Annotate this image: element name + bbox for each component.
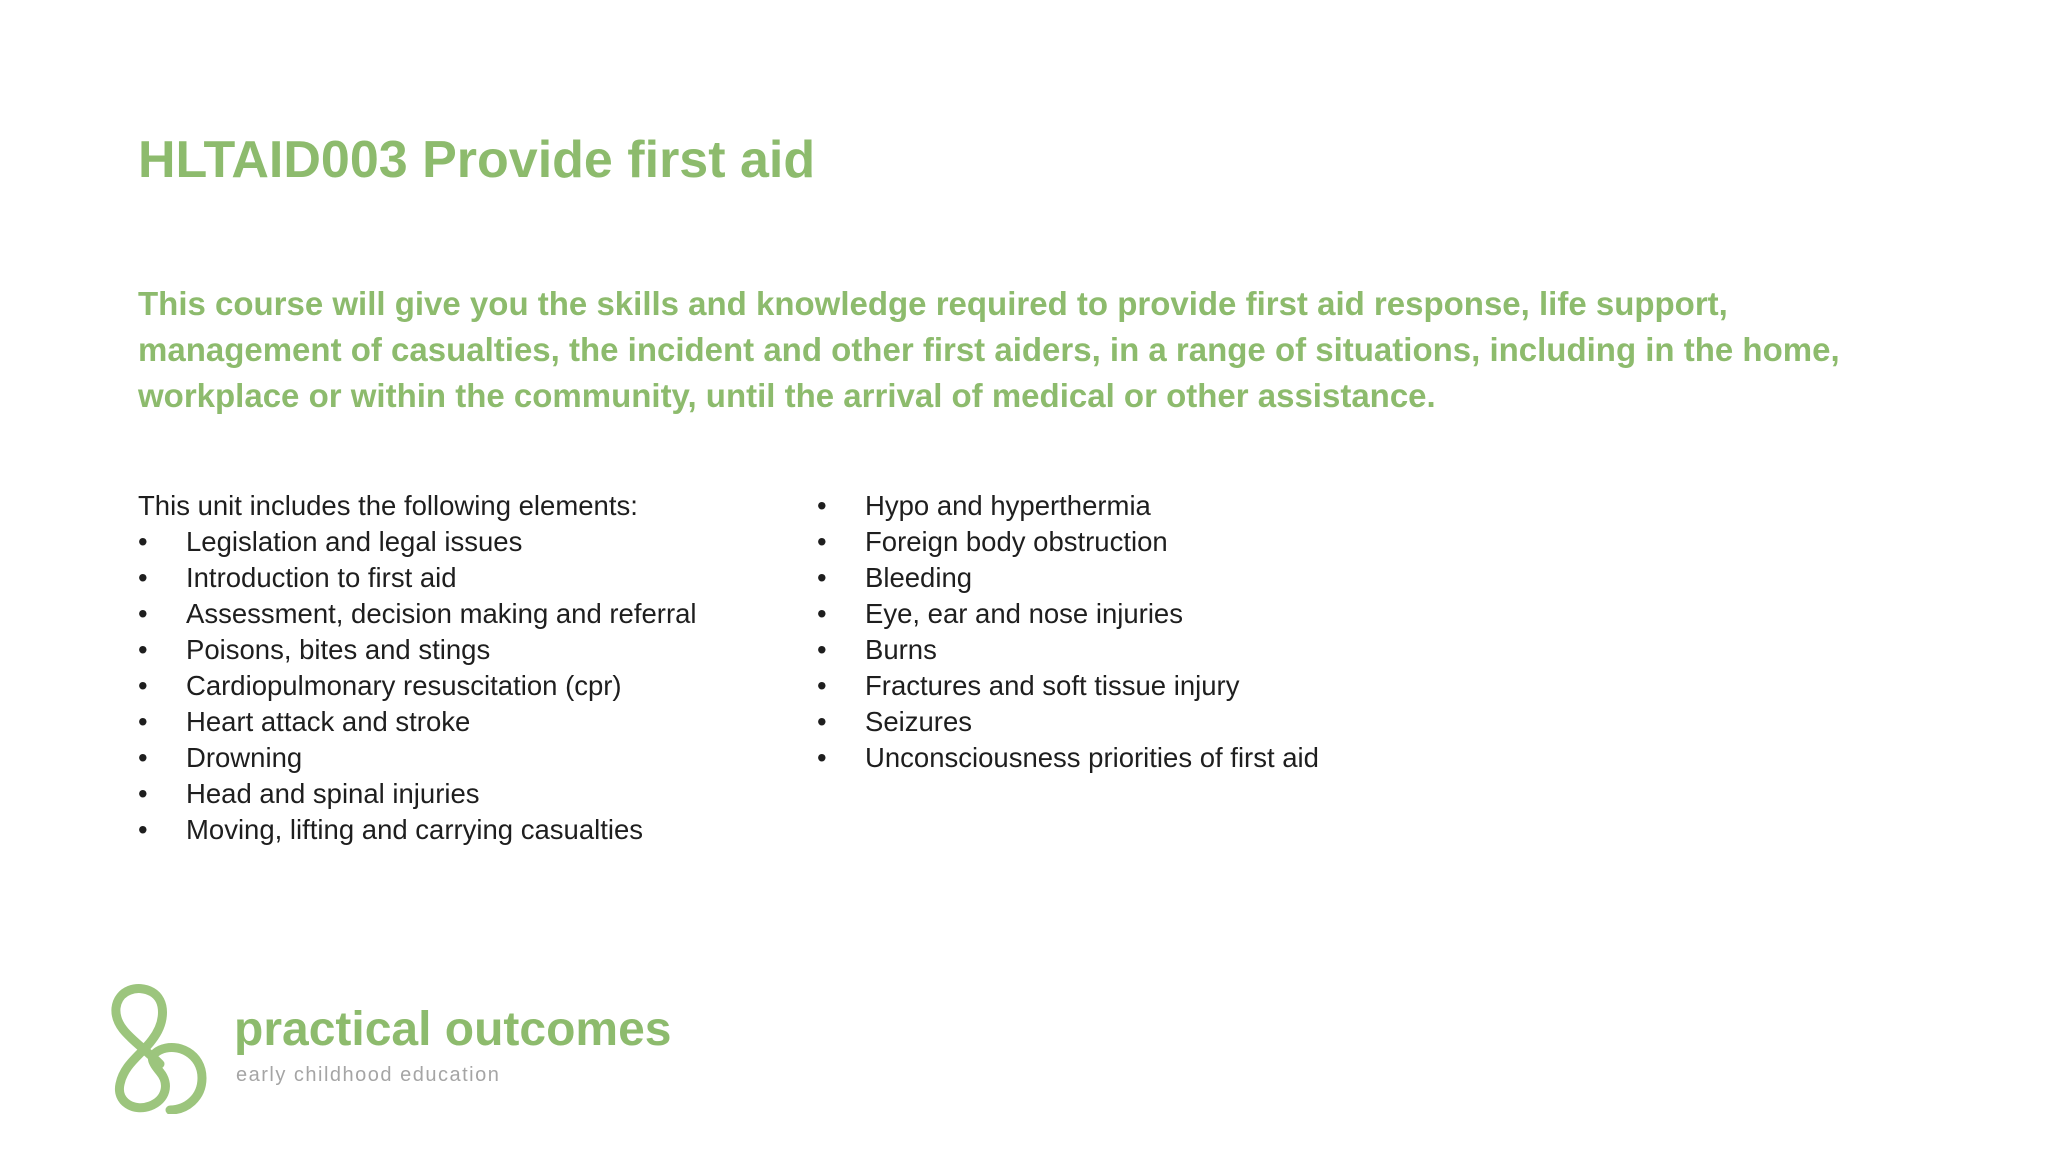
list-item-label: Head and spinal injuries <box>186 778 480 809</box>
list-item-label: Foreign body obstruction <box>865 526 1168 557</box>
elements-lead: This unit includes the following elements: <box>138 490 638 521</box>
list-item <box>817 524 1517 560</box>
bullet-point: • <box>817 490 827 521</box>
list-item-label: Burns <box>865 634 937 665</box>
list-item <box>817 740 1517 776</box>
bullet-point: • <box>817 706 827 737</box>
list-item <box>817 704 1517 740</box>
list-item <box>138 776 778 812</box>
elements-list-left <box>138 524 778 848</box>
bullet-point: • <box>138 778 148 809</box>
list-item-label: Drowning <box>186 742 303 773</box>
bullet-point: • <box>817 526 827 557</box>
practical-outcomes-logo-mark-icon <box>108 980 212 1114</box>
bullet-point: • <box>138 742 148 773</box>
slide-title: HLTAID003 Provide first aid <box>138 131 816 189</box>
list-item <box>138 560 778 596</box>
list-item <box>817 560 1517 596</box>
bullet-point: • <box>817 670 827 701</box>
list-item-label: Introduction to first aid <box>186 562 457 593</box>
list-item-label: Moving, lifting and carrying casualties <box>186 814 644 845</box>
bullet-point: • <box>138 598 148 629</box>
list-item-label: Seizures <box>865 706 972 737</box>
list-item <box>138 704 778 740</box>
bullet-point: • <box>138 814 148 845</box>
bullet-point: • <box>138 706 148 737</box>
bullet-point: • <box>817 634 827 665</box>
list-item <box>138 740 778 776</box>
elements-column-left <box>138 488 778 848</box>
list-item <box>817 488 1517 524</box>
bullet-point: • <box>817 742 827 773</box>
list-item <box>817 632 1517 668</box>
bullet-point: • <box>817 562 827 593</box>
list-item-label: Cardiopulmonary resuscitation (cpr) <box>186 670 622 701</box>
list-item-label: Heart attack and stroke <box>186 706 471 737</box>
list-item <box>817 596 1517 632</box>
practical-outcomes-logo <box>108 980 672 1114</box>
list-item-label: Eye, ear and nose injuries <box>865 598 1183 629</box>
list-item <box>138 632 778 668</box>
brand-tagline: early childhood education <box>236 1064 501 1086</box>
list-item <box>138 596 778 632</box>
list-item-label: Legislation and legal issues <box>186 526 523 557</box>
bullet-point: • <box>817 598 827 629</box>
bullet-point: • <box>138 670 148 701</box>
logo-swirl <box>116 989 202 1110</box>
elements-list-right <box>817 488 1517 776</box>
brand-name: practical outcomes <box>234 1003 672 1056</box>
bullet-point: • <box>138 634 148 665</box>
list-item-label: Poisons, bites and stings <box>186 634 491 665</box>
list-item <box>138 668 778 704</box>
bullet-point: • <box>138 562 148 593</box>
list-item-label: Assessment, decision making and referral <box>186 598 697 629</box>
list-item <box>138 524 778 560</box>
list-item-label: Hypo and hyperthermia <box>865 490 1151 521</box>
list-item <box>817 668 1517 704</box>
list-item <box>138 812 778 848</box>
list-item-label: Unconsciousness priorities of first aid <box>865 742 1319 773</box>
list-item-label: Bleeding <box>865 562 973 593</box>
course-description: This course will give you the skills and knowledge required to provide first aid response, life support, management of casualties, the incident and other first aiders, in a range of situations, including in the home, workplace or within the community, until the arrival of medical or other assistance. <box>138 285 1840 414</box>
elements-column-right <box>817 488 1517 776</box>
bullet-point: • <box>138 526 148 557</box>
list-item-label: Fractures and soft tissue injury <box>865 670 1240 701</box>
